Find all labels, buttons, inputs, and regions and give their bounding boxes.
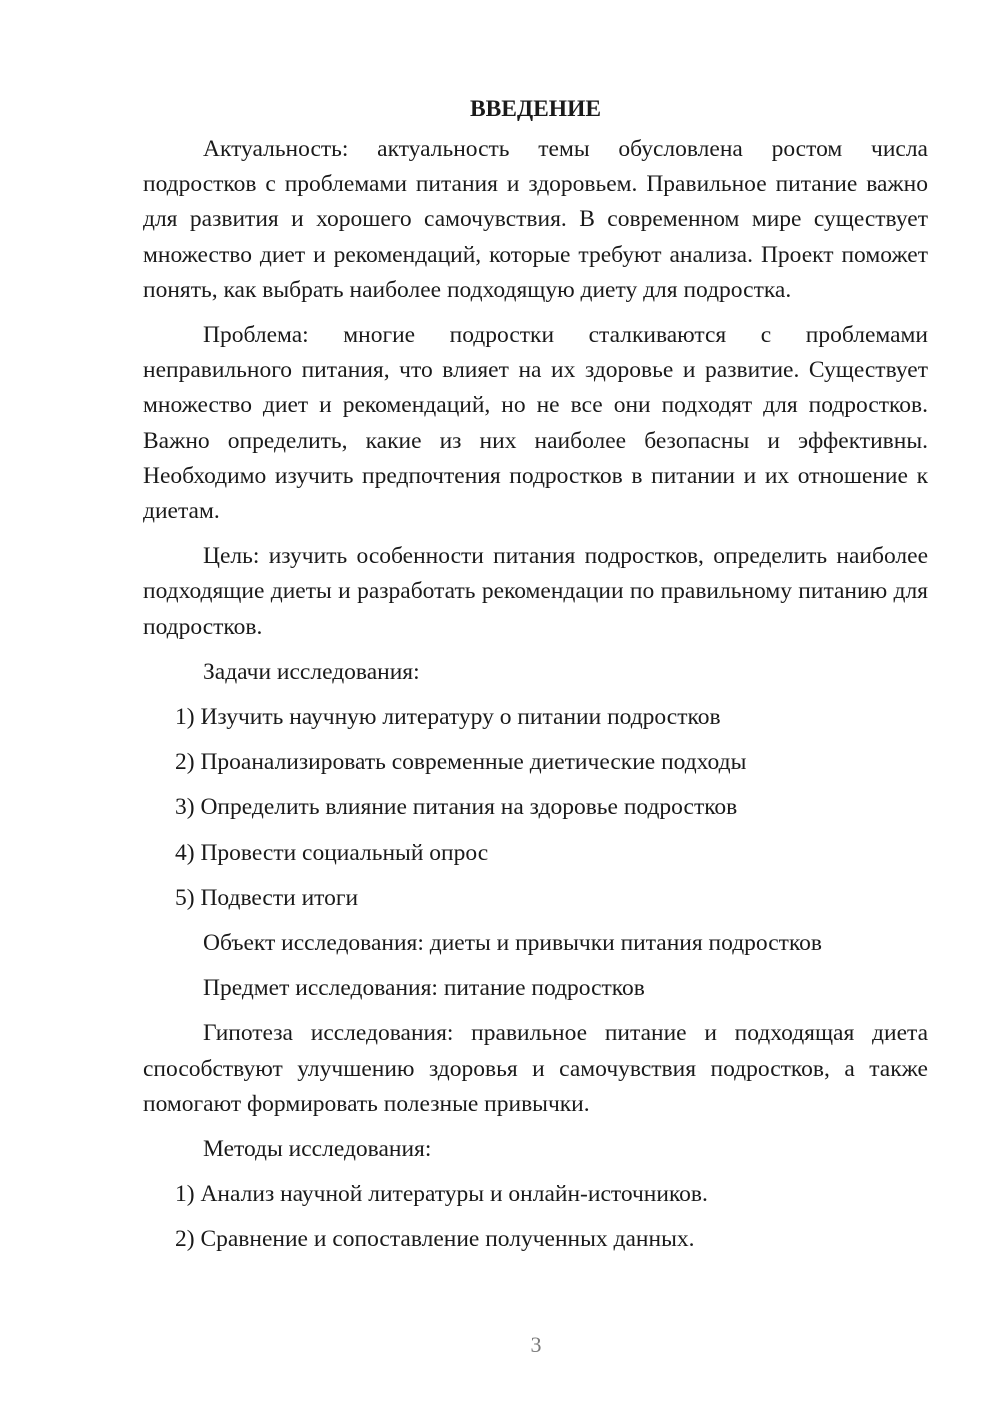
method-item: 2) Сравнение и сопоставление полученных данных.: [175, 1226, 695, 1253]
page-content: [143, 92, 928, 1268]
page-number: 3: [530, 1332, 542, 1357]
task-item: 1) Изучить научную литературу о питании подростков: [175, 704, 721, 731]
task-item: 5) Подвести итоги: [175, 884, 359, 911]
task-item: 2) Проанализировать современные диетические подходы: [175, 749, 747, 776]
research-subject: Предмет исследования: питание подростков: [203, 975, 645, 1002]
problem-paragraph: Проблема: многие подростки сталкиваются с проблемами неправильного питания, что влияет на их здоровье и развитие. Существует множество диет и рекомендаций, но не все они подходят для подростков. Важно определить, какие из них наиболее безопасны и эффективны. Необходимо изучить предпочтения подростков в питании и их отношение к диетам.: [143, 322, 928, 525]
relevance-paragraph: Актуальность: актуальность темы обусловлена ростом числа подростков с проблемами питания и здоровьем. Правильное питание важно для развития и хорошего самочувствия. В современном мире существует множество диет и рекомендаций, которые требуют анализа. Проект поможет понять, как выбрать наиболее подходящую диету для подростка.: [143, 136, 928, 303]
tasks-heading: Задачи исследования:: [203, 658, 420, 685]
task-item: 3) Определить влияние питания на здоровье подростков: [175, 794, 738, 821]
hypothesis-paragraph: Гипотеза исследования: правильное питание и подходящая диета способствуют улучшению здоровья и самочувствия подростков, а также помогают формировать полезные привычки.: [143, 1020, 928, 1117]
methods-heading: Методы исследования:: [203, 1136, 432, 1163]
goal-paragraph: Цель: изучить особенности питания подростков, определить наиболее подходящие диеты и разработать рекомендации по правильному питанию для подростков.: [143, 543, 928, 640]
method-item: 1) Анализ научной литературы и онлайн-источников.: [175, 1181, 708, 1208]
research-object: Объект исследования: диеты и привычки питания подростков: [203, 930, 823, 957]
task-item: 4) Провести социальный опрос: [175, 839, 489, 866]
page-title: ВВЕДЕНИЕ: [469, 96, 602, 122]
